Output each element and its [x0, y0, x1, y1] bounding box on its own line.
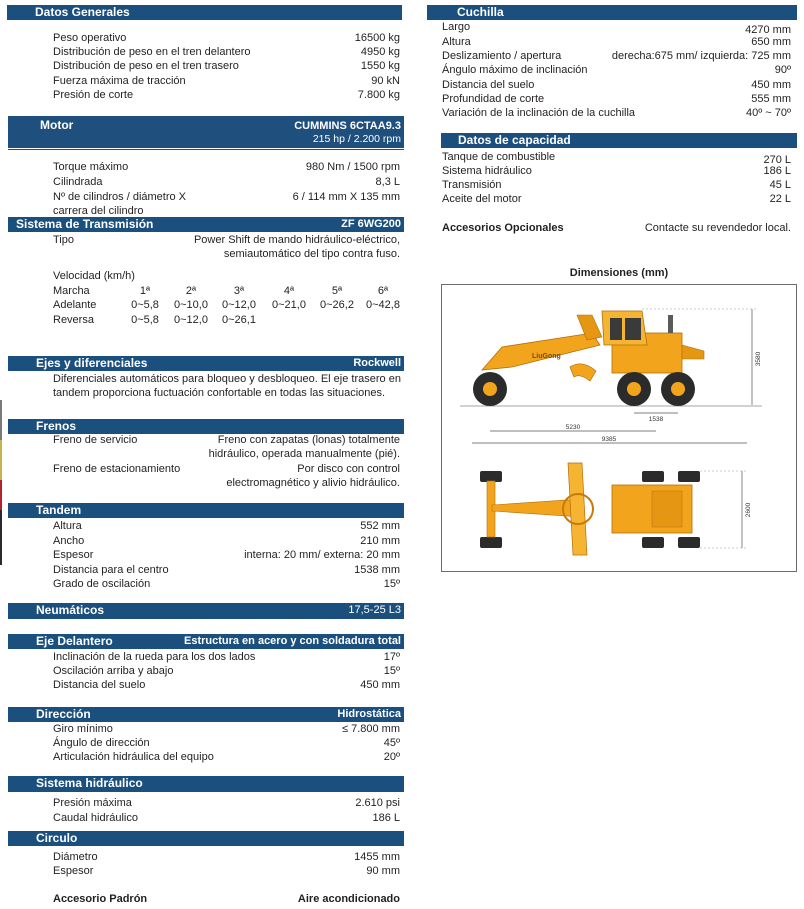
- gear-forward-speed: 0~42,8: [366, 299, 400, 311]
- spec-row: [442, 178, 791, 192]
- height-label: 3580: [755, 351, 762, 367]
- spec-value: 552 mm: [360, 520, 400, 532]
- spec-row: [53, 160, 400, 174]
- wheelbase-label: 5230: [565, 424, 581, 431]
- spec-value: 1550 kg: [360, 60, 400, 72]
- spec-row: [53, 864, 400, 878]
- cab-window: [625, 318, 641, 340]
- edge-stripe: [0, 480, 2, 510]
- gear-header: 3ª: [233, 285, 245, 297]
- spec-label: Altura: [53, 520, 82, 532]
- spec-value: 40º ~ 70º: [745, 107, 791, 119]
- blade: [570, 364, 596, 381]
- gear-forward-speed: 0~12,0: [222, 299, 256, 311]
- spec-value: Power Shift de mando hidráulico-eléctrico,: [193, 234, 400, 246]
- section-header-neumaticos: [8, 603, 404, 619]
- spec-row: [53, 678, 400, 692]
- edge-stripe: [0, 510, 2, 565]
- spec-value: 2.610 psi: [355, 797, 400, 809]
- front-wheel-hub: [483, 382, 497, 396]
- section-title: Ejes y diferenciales: [36, 356, 148, 370]
- spec-label: Presión de corte: [53, 89, 134, 101]
- spec-row: [53, 45, 400, 59]
- section-header-eje-delantero: [8, 634, 404, 649]
- top-rear-wheel: [678, 471, 700, 482]
- direccion-subtitle: Hidrostática: [337, 708, 401, 720]
- spec-row: [442, 164, 791, 178]
- spec-row: [442, 20, 791, 34]
- spec-value: 186 L: [372, 812, 400, 824]
- spec-label: Distancia del suelo: [442, 79, 535, 91]
- spec-value: 15º: [383, 578, 400, 590]
- spec-row: [53, 722, 400, 736]
- spec-row: [53, 577, 400, 591]
- spec-label: Sistema hidráulico: [442, 165, 532, 177]
- spec-value: 45º: [383, 737, 400, 749]
- spec-label: Espesor: [53, 865, 94, 877]
- spec-value: 45 L: [769, 179, 791, 191]
- spec-value: Freno con zapatas (lonas) totalmente: [217, 434, 400, 446]
- section-header-motor: [8, 116, 404, 148]
- top-rear-wheel: [642, 471, 664, 482]
- spec-row: [442, 63, 791, 77]
- spec-row: [53, 476, 400, 490]
- spec-row: [53, 750, 400, 764]
- wheel-spacing-label: 1538: [648, 416, 664, 423]
- top-engine-hood: [652, 491, 682, 527]
- ejes-description-line: tandem proporciona fuctuación confortable en todas las situaciones.: [53, 387, 386, 399]
- spec-label: Distribución de peso en el tren trasero: [53, 60, 239, 72]
- spec-row: [53, 175, 400, 189]
- section-title: Cuchilla: [457, 5, 504, 19]
- section-title: Frenos: [36, 419, 77, 433]
- section-header-hidraulico: [8, 776, 404, 792]
- gear-forward-speed: 0~26,2: [320, 299, 354, 311]
- spec-label: Accesorio Padrón: [53, 893, 148, 905]
- top-view: [480, 463, 752, 555]
- spec-row: [53, 447, 400, 461]
- spec-value: 210 mm: [360, 535, 400, 547]
- spec-value: 17º: [383, 651, 400, 663]
- spec-label: Peso operativo: [53, 32, 127, 44]
- spec-label: Variación de la inclinación de la cuchilla: [442, 107, 636, 119]
- transmision-model: ZF 6WG200: [341, 218, 401, 230]
- spec-value: hidráulico, operada manualmente (pié).: [208, 448, 400, 460]
- spec-label: Presión máxima: [53, 797, 132, 809]
- gear-header: 4ª: [283, 285, 295, 297]
- spec-label: Ángulo máximo de inclinación: [442, 64, 588, 76]
- section-header-frenos: [8, 419, 404, 434]
- top-blade: [568, 463, 587, 555]
- section-header-ejes: [8, 356, 404, 371]
- spec-label: Deslizamiento / apertura: [442, 50, 562, 62]
- spec-row: [53, 233, 400, 247]
- rear-wheel-hub: [671, 382, 685, 396]
- spec-value: 90 mm: [366, 865, 400, 877]
- spec-label: Cilindrada: [53, 176, 103, 188]
- spec-label: Articulación hidráulica del equipo: [53, 751, 214, 763]
- spec-row: [53, 664, 400, 678]
- section-header-capacidad: [441, 133, 797, 148]
- gear-header: 6ª: [377, 285, 389, 297]
- cab-window: [610, 318, 622, 340]
- spec-row: [442, 92, 791, 106]
- spec-label: Freno de servicio: [53, 434, 138, 446]
- section-header-direccion: [8, 707, 404, 722]
- gear-forward-speed: 0~21,0: [272, 299, 306, 311]
- spec-label: Fuerza máxima de tracción: [53, 75, 186, 87]
- spec-label: Espesor: [53, 549, 94, 561]
- spec-value: 90º: [774, 64, 791, 76]
- adelante-label: Adelante: [53, 299, 97, 311]
- spec-row: [53, 204, 400, 218]
- spec-row: [53, 736, 400, 750]
- top-main-frame: [492, 499, 582, 517]
- spec-row: [53, 850, 400, 864]
- spec-label: Distribución de peso en el tren delantero: [53, 46, 251, 58]
- spec-label: Ancho: [53, 535, 85, 547]
- section-title: Datos de capacidad: [458, 133, 571, 147]
- spec-value: 450 mm: [360, 679, 400, 691]
- section-title: Circulo: [36, 831, 78, 845]
- spec-row: [53, 190, 400, 204]
- ejes-description-line: Diferenciales automáticos para bloqueo y desbloqueo. El eje trasero en: [53, 373, 401, 385]
- spec-row: [53, 796, 400, 810]
- gear-header: 5ª: [331, 285, 343, 297]
- spec-value: 7.800 kg: [357, 89, 400, 101]
- gear-header: 1ª: [139, 285, 151, 297]
- spec-row: [53, 563, 400, 577]
- spec-label: Caudal hidráulico: [53, 812, 138, 824]
- spec-label: Torque máximo: [53, 161, 129, 173]
- spec-label: Aceite del motor: [442, 193, 522, 205]
- top-front-wheel: [480, 537, 502, 548]
- section-title: Eje Delantero: [36, 634, 113, 648]
- spec-row: [442, 35, 791, 49]
- rear-wheel-hub: [627, 382, 641, 396]
- section-header-circulo: [8, 831, 404, 846]
- spec-label: Nº de cilindros / diámetro X: [53, 191, 187, 203]
- spec-value: 16500 kg: [354, 32, 400, 44]
- gear-reverse-speed: 0~26,1: [222, 314, 256, 326]
- spec-value: 980 Nm / 1500 rpm: [305, 161, 400, 173]
- spec-label: Distancia del suelo: [53, 679, 146, 691]
- dimensions-diagram-frame: [441, 284, 797, 572]
- divider: [8, 149, 404, 150]
- top-front-wheel: [480, 471, 502, 482]
- spec-value: 90 kN: [371, 75, 400, 87]
- spec-label: Ángulo de dirección: [53, 737, 150, 749]
- reversa-label: Reversa: [53, 314, 94, 326]
- section-title: Sistema hidráulico: [36, 776, 143, 790]
- spec-value: 15º: [383, 665, 400, 677]
- accesorio-padron-row: [53, 892, 400, 906]
- edge-stripe: [0, 440, 2, 480]
- spec-label: carrera del cilindro: [53, 205, 144, 217]
- section-title: Dirección: [36, 707, 91, 721]
- spec-value: 22 L: [769, 193, 791, 205]
- spec-label: Giro mínimo: [53, 723, 113, 735]
- spec-value: 8,3 L: [375, 176, 400, 188]
- spec-value: semiautomático del tipo contra fuso.: [223, 248, 400, 260]
- exhaust-pipe: [668, 315, 673, 333]
- spec-value: 650 mm: [751, 36, 791, 48]
- spec-label: Tanque de combustible: [442, 151, 556, 163]
- section-title: Motor: [40, 118, 74, 132]
- spec-row: [53, 74, 400, 88]
- spec-value: 450 mm: [751, 79, 791, 91]
- spec-row: [53, 462, 400, 476]
- gear-forward-speed: 0~5,8: [131, 299, 159, 311]
- motor-power: 215 hp / 2.200 rpm: [312, 133, 401, 145]
- side-view: [460, 309, 762, 443]
- spec-row: [53, 31, 400, 45]
- spec-value: electromagnético y alivio hidráulico.: [226, 477, 400, 489]
- top-rear-wheel: [642, 537, 664, 548]
- rear-ripper: [682, 345, 704, 359]
- spec-value: 555 mm: [751, 93, 791, 105]
- spec-row: [442, 192, 791, 206]
- spec-row: [53, 247, 400, 261]
- spec-value: 186 L: [763, 165, 791, 177]
- section-header-cuchilla: [427, 5, 797, 20]
- gear-forward-speed: 0~10,0: [174, 299, 208, 311]
- section-header-transmision: [8, 217, 404, 232]
- spec-row: [442, 78, 791, 92]
- spec-row: [53, 519, 400, 533]
- spec-value: 6 / 114 mm X 135 mm: [292, 191, 400, 203]
- section-header-datos-generales: [7, 5, 402, 20]
- spec-label: Largo: [442, 21, 471, 33]
- spec-label: Freno de estacionamiento: [53, 463, 181, 475]
- spec-label: Grado de oscilación: [53, 578, 151, 590]
- gear-header: 2ª: [185, 285, 197, 297]
- section-title: Tandem: [36, 503, 82, 517]
- spec-value: 4950 kg: [360, 46, 400, 58]
- spec-value: 20º: [383, 751, 400, 763]
- eje-delantero-subtitle: Estructura en acero y con soldadura total: [183, 635, 401, 647]
- spec-value: interna: 20 mm/ externa: 20 mm: [244, 549, 400, 561]
- edge-stripe: [0, 400, 2, 440]
- spec-label: Transmisión: [442, 179, 502, 191]
- section-title: Neumáticos: [36, 603, 105, 617]
- dimensiones-title: Dimensiones (mm): [569, 267, 669, 279]
- section-title: Datos Generales: [35, 5, 130, 19]
- spec-value: 1538 mm: [354, 564, 400, 576]
- spec-value: 1455 mm: [354, 851, 400, 863]
- spec-label: Inclinación de la rueda para los dos lados: [53, 651, 256, 663]
- accesorios-opcionales-row: [442, 221, 791, 235]
- spec-value: 4270 mm: [745, 24, 791, 36]
- spec-label: Tipo: [53, 234, 74, 246]
- spec-row: [53, 88, 400, 102]
- spec-row: [53, 548, 400, 562]
- spec-label: Diámetro: [53, 851, 98, 863]
- neumaticos-value: 17,5-25 L3: [348, 604, 401, 616]
- brand-logo: LiuGong: [532, 353, 561, 360]
- spec-label: Altura: [442, 36, 471, 48]
- section-header-tandem: [8, 503, 404, 518]
- spec-label: Distancia para el centro: [53, 564, 169, 576]
- motor-model: CUMMINS 6CTAA9.3: [294, 120, 401, 132]
- spec-label: Profundidad de corte: [442, 93, 545, 105]
- spec-row: [53, 811, 400, 825]
- spec-row: [442, 49, 791, 63]
- spec-row: [53, 534, 400, 548]
- section-title: Sistema de Transmisión: [16, 217, 154, 231]
- spec-row: [442, 106, 791, 120]
- spec-row: [53, 433, 400, 447]
- width-label: 2600: [745, 502, 752, 518]
- velocidad-label: Velocidad (km/h): [53, 270, 135, 282]
- spec-value: Por disco con control: [297, 463, 400, 475]
- spec-value: derecha:675 mm/ izquierda: 725 mm: [611, 50, 791, 62]
- spec-value: Contacte su revendedor local.: [644, 222, 791, 234]
- overall-length-label: 9385: [601, 436, 617, 443]
- top-rear-wheel: [678, 537, 700, 548]
- gear-reverse-speed: 0~5,8: [131, 314, 159, 326]
- gear-reverse-speed: 0~12,0: [174, 314, 208, 326]
- spec-value: 270 L: [763, 154, 791, 166]
- motor-grader-drawing: [442, 285, 796, 571]
- spec-value: ≤ 7.800 mm: [341, 723, 400, 735]
- marcha-label: Marcha: [53, 285, 90, 297]
- spec-value: Aire acondicionado: [297, 893, 400, 905]
- spec-row: [442, 150, 791, 164]
- ejes-brand: Rockwell: [353, 357, 401, 369]
- spec-label: Oscilación arriba y abajo: [53, 665, 174, 677]
- spec-row: [53, 650, 400, 664]
- spec-label: Accesorios Opcionales: [442, 222, 564, 234]
- spec-row: [53, 59, 400, 73]
